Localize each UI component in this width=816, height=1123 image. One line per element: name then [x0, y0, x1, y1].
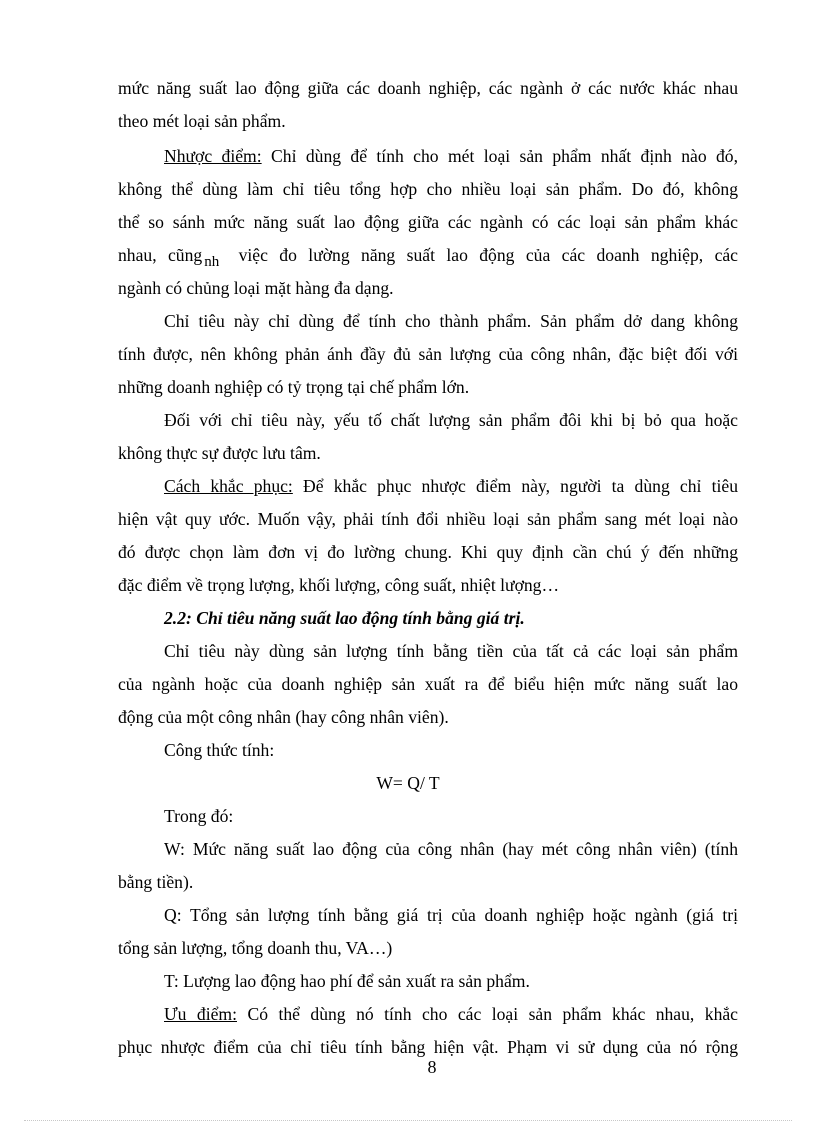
paragraph-line: Công thức tính:: [164, 740, 275, 760]
paragraph-line: Chỉ tiêu này chỉ dùng để tính cho thành phẩm. Sản phẩm dở dang không: [164, 311, 738, 331]
paragraph-line: mức năng suất lao động giữa các doanh nghiệp, các ngành ở các nước khác nhau: [118, 78, 738, 98]
paragraph-text: việc đo lường năng suất lao động của các doanh nghiệp, các: [238, 245, 738, 265]
paragraph-line: của ngành hoặc của doanh nghiệp sản xuất ra để biểu hiện mức năng suất lao: [118, 674, 738, 694]
label-uu-diem: Ưu điểm:: [164, 1004, 237, 1024]
paragraph-line: hiện vật quy ước. Muốn vậy, phải tính đổi nhiều loại sản phẩm sang mét loại nào: [118, 509, 738, 529]
paragraph-line: động của một công nhân (hay công nhân viên).: [118, 707, 449, 727]
paragraph-line: T: Lượng lao động hao phí để sản xuất ra sản phẩm.: [164, 971, 530, 991]
page-number: 8: [427, 1057, 437, 1077]
paragraph-text: Để khắc phục nhược điểm này, người ta dùng chỉ tiêu: [303, 476, 738, 496]
paragraph-line: những doanh nghiệp có tỷ trọng tại chế phẩm lớn.: [118, 377, 470, 397]
page-bottom-rule: [24, 1120, 792, 1121]
paragraph-line: ngành có chủng loại mặt hàng đa dạng.: [118, 278, 394, 298]
paragraph-line: [164, 475, 738, 497]
paragraph-line: tổng sản lượng, tổng doanh thu, VA…): [118, 938, 393, 958]
paragraph-line: Q: Tổng sản lượng tính bằng giá trị của doanh nghiệp hoặc ngành (giá trị: [164, 905, 738, 925]
paragraph-line: thể so sánh mức năng suất lao động giữa các ngành có các loại sản phẩm khác: [118, 212, 738, 232]
paragraph-line: không thể dùng làm chỉ tiêu tổng hợp cho nhiều loại sản phẩm. Do đó, không: [118, 179, 738, 199]
paragraph-line: W: Mức năng suất lao động của công nhân (hay mét công nhân viên) (tính: [164, 839, 738, 859]
paragraph-line: [164, 145, 738, 167]
formula: W= Q/ T: [376, 773, 440, 793]
paragraph-line: theo mét loại sản phẩm.: [118, 111, 286, 131]
paragraph-line: [118, 244, 738, 268]
paragraph-line: không thực sự được lưu tâm.: [118, 443, 321, 463]
paragraph-line: Chỉ tiêu này dùng sản lượng tính bằng tiền của tất cả các loại sản phẩm: [164, 641, 738, 661]
label-nhuoc-diem: Nhược điểm:: [164, 146, 262, 166]
paragraph-text: Có thể dùng nó tính cho các loại sản phẩm khác nhau, khắc: [247, 1004, 738, 1024]
paragraph-line: đặc điểm về trọng lượng, khối lượng, công suất, nhiệt lượng…: [118, 575, 560, 595]
paragraph-line: tính được, nên không phản ánh đầy đủ sản lượng của công nhân, đặc biệt đối với: [118, 344, 738, 364]
paragraph-text-prefix: nhau, cũng: [118, 245, 203, 265]
paragraph-line: Đối với chỉ tiêu này, yếu tố chất lượng sản phẩm đôi khi bị bỏ qua hoặc: [164, 410, 738, 430]
subscript-fragment: nh: [204, 254, 220, 270]
paragraph-line: Trong đó:: [164, 806, 234, 826]
paragraph-line: phục nhược điểm của chỉ tiêu tính bằng hiện vật. Phạm vi sử dụng của nó rộng: [118, 1037, 738, 1057]
paragraph-text: Chỉ dùng để tính cho mét loại sản phẩm nhất định nào đó,: [271, 146, 739, 166]
paragraph-line: đó được chọn làm đơn vị đo lường chung. Khi quy định cần chú ý đến những: [118, 542, 738, 562]
section-heading: 2.2: Chỉ tiêu năng suất lao động tính bằng giá trị.: [164, 608, 525, 628]
label-cach-khac-phuc: Cách khắc phục:: [164, 476, 293, 496]
paragraph-line: bằng tiền).: [118, 872, 194, 892]
paragraph-line: [164, 1003, 738, 1025]
